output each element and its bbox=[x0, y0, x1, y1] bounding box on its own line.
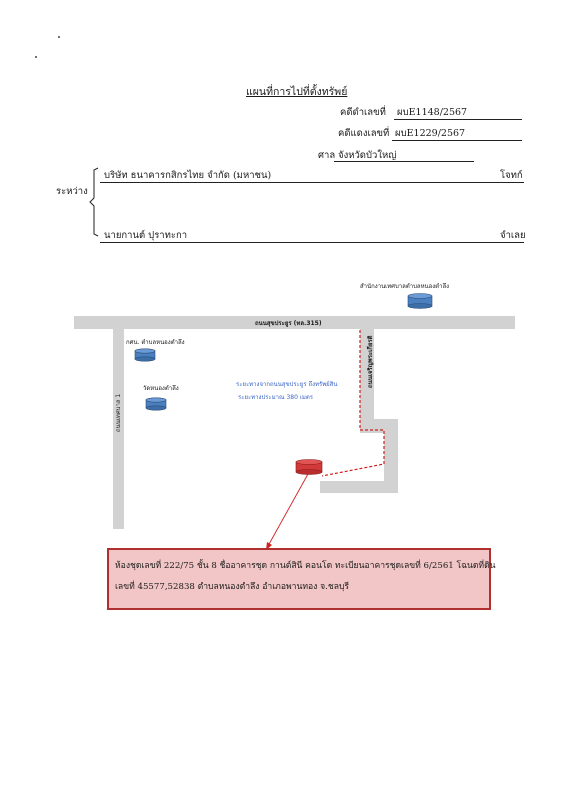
temple-landmark-icon bbox=[145, 397, 167, 411]
plaintiff-role: โจทก์ bbox=[500, 170, 523, 181]
black-case-number: ผบE1148/2567 bbox=[397, 107, 468, 118]
defendant-underline bbox=[100, 242, 524, 243]
property-description-box bbox=[107, 548, 496, 610]
distance-note-line2: ระยะทางประมาณ 380 เมตร bbox=[238, 394, 313, 401]
scan-speck bbox=[58, 36, 60, 38]
landmark-temple-label: วัดหนองตำลึง bbox=[143, 385, 179, 392]
main-road-label: ถนนสุขประยูร (ทล.315) bbox=[255, 320, 322, 327]
black-case-underline bbox=[394, 119, 522, 120]
landmark-office-label: สำนักงานเทศบาลตำบลหนองตำลึง bbox=[360, 283, 450, 290]
court-underline bbox=[334, 161, 474, 162]
parties-bracket bbox=[88, 166, 102, 242]
scan-speck bbox=[35, 56, 37, 58]
pointer-arrow bbox=[262, 472, 312, 552]
property-description-line1: ห้องชุดเลขที่ 222/75 ชั้น 8 ชื่ออาคารชุด กานต์สินี คอนโด ทะเบียนอาคารชุดเลขที่ 6/2561 โฉนดที่ดิน bbox=[115, 561, 496, 571]
court-label: ศาล bbox=[318, 150, 336, 161]
plaintiff-name: บริษัท ธนาคารกสิกรไทย จำกัด (มหาชน) bbox=[104, 170, 272, 181]
school-landmark-icon bbox=[134, 348, 156, 362]
landmark-school-label: กศน. ตำบลหนองตำลึง bbox=[126, 339, 185, 346]
page-title: แผนที่การไปที่ตั้งทรัพย์ bbox=[246, 86, 348, 98]
black-case-label: คดีดำเลขที่ bbox=[340, 107, 386, 118]
defendant-name: นายกานต์ ปุราทะกา bbox=[104, 230, 188, 241]
distance-note-line1: ระยะทางจากถนนสุขประยูร ถึงทรัพย์สิน bbox=[236, 381, 338, 388]
property-description-line2: เลขที่ 45577,52838 ตำบลหนองตำลึง อำเภอพานทอง จ.ชลบุรี bbox=[115, 582, 350, 592]
red-case-underline bbox=[392, 140, 522, 141]
between-label: ระหว่าง bbox=[56, 186, 88, 197]
plaintiff-underline bbox=[100, 182, 524, 183]
left-road-label: ถนนเทศบาล 1 bbox=[115, 393, 122, 432]
defendant-role: จำเลย bbox=[500, 230, 526, 241]
red-case-number: ผบE1229/2567 bbox=[395, 128, 466, 139]
office-landmark-icon bbox=[407, 293, 433, 309]
court-name: จังหวัดบัวใหญ่ bbox=[338, 150, 397, 161]
right-road-label: ถนนเจริญพระเกียรติ bbox=[367, 335, 374, 388]
red-case-label: คดีแดงเลขที่ bbox=[338, 128, 390, 139]
